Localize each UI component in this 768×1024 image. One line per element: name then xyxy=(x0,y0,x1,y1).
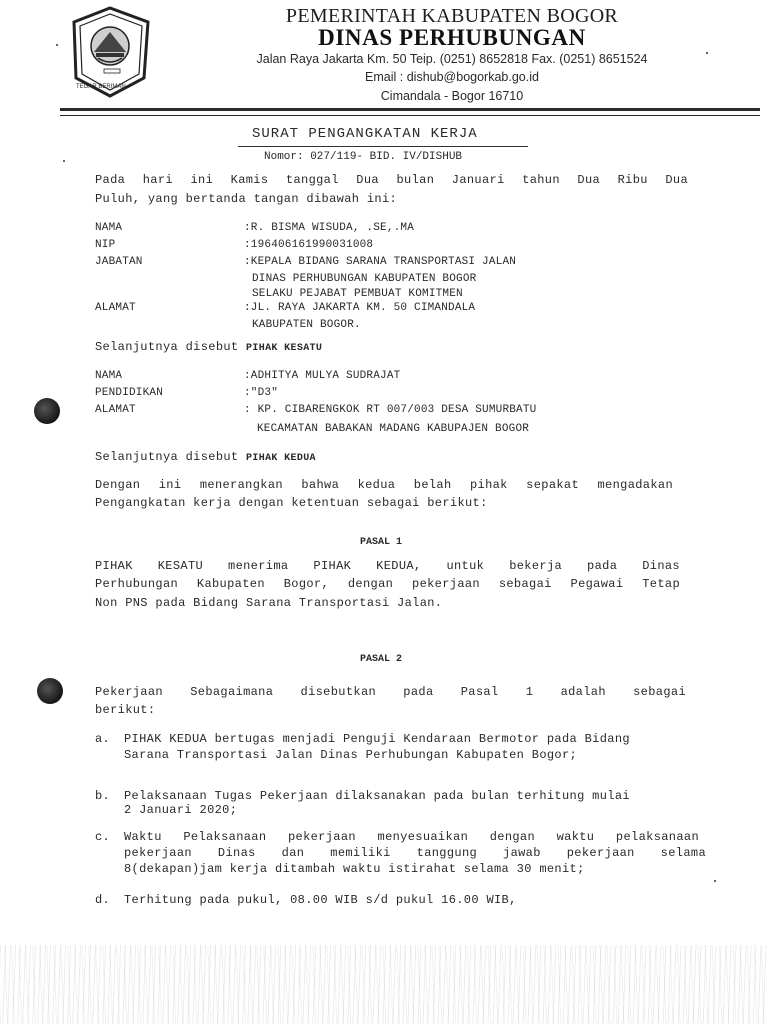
party1-address-line-2: KABUPATEN BOGOR. xyxy=(252,319,361,331)
pasal-2-line-1: Pekerjaan Sebagaimana disebutkan pada Pasal 1 adalah sebagai xyxy=(95,685,686,699)
party1-position-line-1: :KEPALA BIDANG SARANA TRANSPORTASI JALAN xyxy=(244,256,517,268)
pasal-1-line-2: Perhubungan Kabupaten Bogor, dengan pekerjaan sebagai Pegawai Tetap xyxy=(95,577,680,591)
party2-address-line-2: KECAMATAN BABAKAN MADANG KABUPAJEN BOGOR xyxy=(257,423,530,435)
party2-address-line-1: : KP. CIBARENGKOK RT 007/003 DESA SUMURBATU xyxy=(244,404,537,416)
party1-address-label: ALAMAT xyxy=(95,302,136,314)
agency-city: Cimandala - Bogor 16710 xyxy=(380,89,524,103)
party1-position-label: JABATAN xyxy=(95,256,143,268)
document-number: Nomor: 027/119- BID. IV/DISHUB xyxy=(264,151,463,163)
item-d-marker: d. xyxy=(95,893,111,907)
agency-name: DINAS PERHUBUNGAN xyxy=(318,25,586,50)
party2-name-label: NAMA xyxy=(95,370,123,382)
scan-speck xyxy=(706,52,708,54)
party1-name: :R. BISMA WISUDA, .SE,.MA xyxy=(244,222,415,234)
scan-speck xyxy=(63,160,65,162)
party2-designation-term: PIHAK KEDUA xyxy=(246,453,316,464)
item-c-line-3: 8(dekapan)jam kerja ditambah waktu istirahat selama 30 menit; xyxy=(124,862,585,876)
regency-logo xyxy=(68,6,152,98)
punch-hole-top xyxy=(34,398,60,424)
party1-nip-label: NIP xyxy=(95,239,116,251)
government-name: PEMERINTAH KABUPATEN BOGOR xyxy=(285,5,619,27)
letterhead-rule-thick xyxy=(60,108,760,111)
logo-motto: TEGAR BERIMAN xyxy=(76,84,126,90)
party2-education-label: PENDIDIKAN xyxy=(95,387,164,399)
punch-hole-bottom xyxy=(37,678,63,704)
agreement-line-1: Dengan ini menerangkan bahwa kedua belah pihak sepakat mengadakan xyxy=(95,478,673,492)
item-a-line-1: PIHAK KEDUA bertugas menjadi Penguji Kendaraan Bermotor pada Bidang xyxy=(124,732,630,746)
agreement-line-2: Pengangkatan kerja dengan ketentuan sebagai berikut: xyxy=(95,496,488,510)
item-c-line-1: Waktu Pelaksanaan pekerjaan menyesuaikan dengan waktu pelaksanaan xyxy=(124,830,699,844)
item-b-marker: b. xyxy=(95,789,111,803)
party2-name: :ADHITYA MULYA SUDRAJAT xyxy=(244,370,401,382)
party1-position-line-2: DINAS PERHUBUNGAN KABUPATEN BOGOR xyxy=(252,273,477,285)
agency-email: Email : dishub@bogorkab.go.id xyxy=(365,70,539,84)
party2-designation: Selanjutnya disebut PIHAK KEDUA xyxy=(95,450,316,464)
item-d-line-1: Terhitung pada pukul, 08.00 WIB s/d pukul 16.00 WIB, xyxy=(124,893,517,907)
pasal-2-line-2: berikut: xyxy=(95,703,156,717)
party1-designation: Selanjutnya disebut PIHAK KESATU xyxy=(95,340,323,354)
item-a-line-2: Sarana Transportasi Jalan Dinas Perhubungan Kabupaten Bogor; xyxy=(124,748,578,762)
scan-noise-band xyxy=(0,945,768,1024)
agency-address: Jalan Raya Jakarta Km. 50 Teip. (0251) 8652818 Fax. (0251) 8651524 xyxy=(256,52,648,66)
item-b-line-2: 2 Januari 2020; xyxy=(124,803,238,817)
pasal-1-line-3: Non PNS pada Bidang Sarana Transportasi Jalan. xyxy=(95,596,443,610)
item-b-line-1: Pelaksanaan Tugas Pekerjaan dilaksanakan pada bulan terhitung mulai xyxy=(124,789,630,803)
party1-address-line-1: :JL. RAYA JAKARTA KM. 50 CIMANDALA xyxy=(244,302,476,314)
party1-position-line-3: SELAKU PEJABAT PEMBUAT KOMITMEN xyxy=(252,288,463,300)
pasal-2-heading: PASAL 2 xyxy=(360,654,403,665)
intro-line-1: Pada hari ini Kamis tanggal Dua bulan Januari tahun Dua Ribu Dua xyxy=(95,173,688,187)
item-a-marker: a. xyxy=(95,732,111,746)
scan-speck xyxy=(714,880,716,882)
party2-education: :"D3" xyxy=(244,387,279,399)
party1-nip: :196406161990031008 xyxy=(244,239,374,251)
party1-designation-term: PIHAK KESATU xyxy=(246,343,323,354)
party2-address-label: ALAMAT xyxy=(95,404,136,416)
intro-line-2: Puluh, yang bertanda tangan dibawah ini: xyxy=(95,192,398,206)
pasal-1-line-1: PIHAK KESATU menerima PIHAK KEDUA, untuk bekerja pada Dinas xyxy=(95,559,680,573)
item-c-marker: c. xyxy=(95,830,111,844)
title-underline xyxy=(238,146,528,147)
pasal-1-heading: PASAL 1 xyxy=(360,537,403,548)
party1-name-label: NAMA xyxy=(95,222,123,234)
item-c-line-2: pekerjaan Dinas dan memiliki tanggung jawab pekerjaan selama xyxy=(124,846,706,860)
document-title: SURAT PENGANGKATAN KERJA xyxy=(252,126,478,142)
scan-speck xyxy=(56,44,58,46)
letterhead-rule-thin xyxy=(60,115,760,116)
